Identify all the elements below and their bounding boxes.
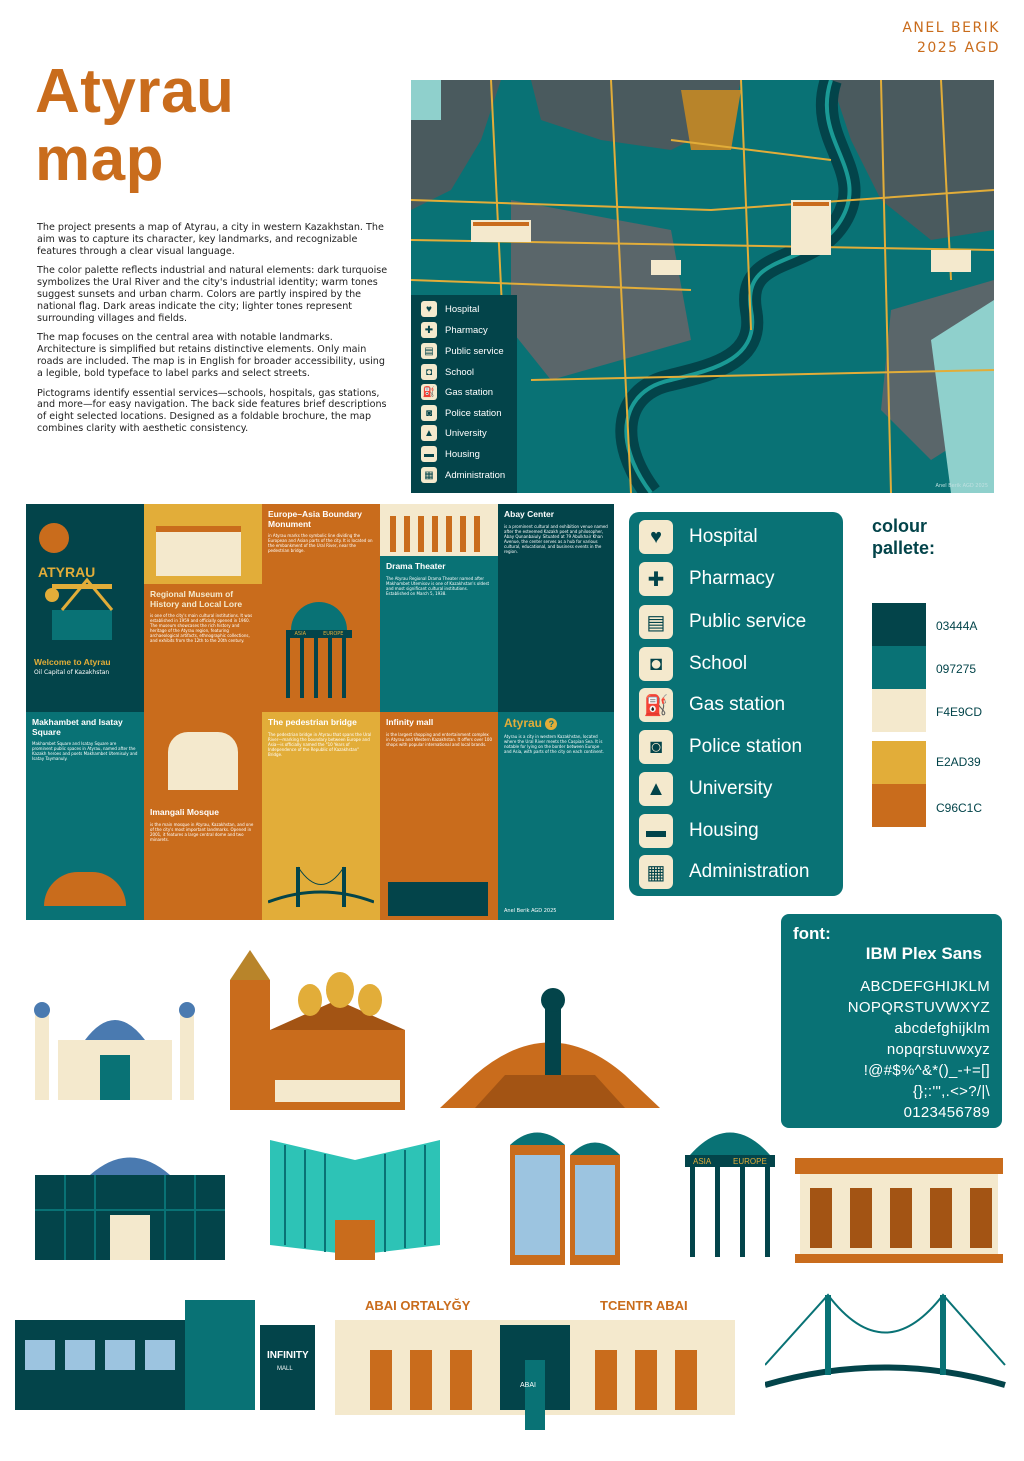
mall-heading: Infinity mall [386,717,434,727]
bed-icon: ▬ [639,814,673,848]
heart-icon: ♥ [421,301,437,317]
map-legend-housing [421,444,480,464]
map-legend-label: Administration [445,469,506,481]
abai-center-illustration [330,1290,740,1440]
map-legend-label: Public service [445,345,504,357]
bridge-illustration [268,862,374,912]
intro-paragraph: The project presents a map of Atyrau, a city in western Kazakhstan. The aim was to capture its character, key landmarks, and recognizable features through a clear visual language. [37,222,384,257]
palette-title-line-1: colour [872,516,928,536]
legend-gas-station [639,688,785,722]
legend-label: Police station [689,736,803,757]
map-legend-administration [421,465,505,485]
abay-heading: Abay Center [504,509,555,519]
drama-theater-illustration [795,1158,1003,1263]
label-europe: EUROPE [323,631,344,637]
font-specimen [781,914,1002,1128]
map-legend-label: University [445,427,487,439]
graduation-cap-icon: ▲ [639,772,673,806]
abai-label-left: ABAI ORTALYĞY [365,1298,471,1313]
palette-title-line-2: pallete: [872,538,936,558]
boundary-monument-illustration [286,602,352,702]
author-year: 2025 AGD [916,40,1000,56]
boundary-heading: Europe–Asia Boundary Monument [268,509,362,529]
panel-city [498,712,614,920]
drama-heading: Drama Theater [386,561,446,571]
legend-public-service [639,605,806,639]
swatch-label: 097275 [936,662,977,676]
map-legend-public-service [421,341,504,361]
police-car-icon: ◙ [639,730,673,764]
panel-mall [380,712,498,920]
font-sample-line: ABCDEFGHIJKLM [860,978,990,995]
font-heading: font: [793,924,831,943]
legend-label: Gas station [689,694,786,715]
square-illustration [44,872,126,906]
drama-text: The Atyrau Regional Drama Theater named after Makhambet Utemisov is one of Kazakhstan's oldest and most significant cultural institutions. Established on March 5, 1938. [386,575,490,596]
map-legend-pharmacy [421,320,488,340]
swatch-label: F4E9CD [936,705,983,719]
brochure-credit: Anel Berik AGD 2025 [504,908,557,914]
font-name: IBM Plex Sans [865,944,982,963]
book-building-illustration [265,1140,445,1265]
swatch-label: E2AD39 [936,755,981,769]
legend-university [639,772,772,806]
legend-administration [639,855,809,889]
bridge-heading: The pedestrian bridge [268,717,357,727]
building-icon: ▦ [421,467,437,483]
map-legend-university [421,423,487,443]
title-line-2: map [35,125,164,194]
panel-museum [144,504,262,712]
mall-sign-sub: MALL [277,1366,293,1372]
cover-illustration [32,510,138,650]
heart-icon: ♥ [639,520,673,554]
map-legend-label: Police station [445,407,502,419]
mall-sign: INFINITY [267,1350,309,1361]
map-legend-label: Gas station [445,386,494,398]
intro-paragraph: The color palette reflects industrial and natural elements: dark turquoise symbolizes the Ural River and the city's industrial identity; warm tones suggest sunsets and urban charm. Colors are partly inspired by the national flag. Dark areas indicate the city; lighter tones represent surrounding villages and fields. [37,265,388,324]
mosque-illustration-large [30,1000,200,1100]
map-caption: Anel Berik AGD 2025 [935,483,988,489]
panel-mosque [144,712,262,920]
church-illustration [225,940,410,1110]
intro-text [37,222,391,443]
welcome-sub: Oil Capital of Kazakhstan [34,669,110,676]
legend-pharmacy [639,562,775,596]
legend-label: School [689,653,748,674]
museum-building [156,526,241,576]
map-legend-hospital [421,299,479,319]
legend-label: University [689,778,773,799]
font-sample-line: {};:'",.<>?/|\ [912,1083,990,1100]
square-heading: Makhambet and Isatay Square [32,717,123,737]
building-icon: ▦ [639,855,673,889]
legend-label: Administration [689,861,810,882]
pedestrian-bridge-illustration [765,1290,1010,1400]
abai-label-right: TCENTR ABAI [600,1298,688,1313]
panel-square [26,712,144,920]
font-sample-line: NOPQRSTUVWXYZ [847,999,990,1016]
city-text: Atyrau is a city in western Kazakhstan, located where the Ural River meets the Caspian Sea. It is notable for lying on the border between Europe and Asia, with parts of the city on each continent. [504,734,604,754]
mosque-illustration [168,732,238,790]
museum-illustration [144,504,262,584]
square-text: Makhambet Square and Isatay Square are prominent public spaces in Atyrau, named after the Kazakh heroes and poets Makhambet Utemisuly and Isatay Taymanuly. [32,741,138,761]
museum-text: is one of the city's main cultural institutions. It was established in 1959 and officially opened in 1960. The museum showcases the rich history and heritage of the Atyrau region, featuring archaeological artifacts, ethnographic collections, and exhibits from the 12th to the 20th century. [150,613,253,643]
palette-title [872,515,935,559]
title-line-1: Atyrau [35,57,235,126]
welcome-heading: Welcome to Atyrau [34,657,111,667]
mall-text: is the largest shopping and entertainment complex in Atyrau and Western Kazakhstan. It offers over 100 shops with popular international and local brands. [386,731,492,747]
police-car-icon: ◙ [421,405,437,421]
map-legend-gas-station [421,382,493,402]
swatch [872,646,926,689]
panel-boundary [262,504,380,712]
panel-bridge [262,712,380,920]
legend-label: Housing [689,820,759,841]
legend-police-station [639,730,802,764]
monument-label-asia: ASIA [693,1157,712,1166]
font-sample-line: !@#$%^&*()_-+=[] [863,1062,990,1079]
cover-word: ATYRAU [38,564,96,580]
question-icon: ? [545,718,557,730]
twin-towers-illustration [500,1115,625,1265]
bed-icon: ▬ [421,446,437,462]
legend-label: Hospital [689,526,758,547]
pictogram-legend [629,512,843,896]
boundary-text: in Atyrau marks the symbolic line dividing the European and Asian parts of the city. It is located on the embankment of the Ural River, near the pedestrian bridge. [268,533,373,553]
map-legend-school [421,362,474,382]
square-monument-illustration [435,980,665,1108]
backpack-icon: ◘ [639,647,673,681]
document-icon: ▤ [421,343,437,359]
city-heading [504,718,608,730]
fuel-icon: ⛽ [421,384,437,400]
museum-heading: Regional Museum of History and Local Lore [150,589,243,609]
cross-icon: ✚ [639,562,673,596]
page-title [35,58,234,194]
swatch [872,603,926,646]
label-asia: ASIA [294,631,307,637]
boundary-monument-large [685,1110,775,1265]
bridge-text: The pedestrian bridge in Atyrau that spans the Ural River—marking the boundary between Europe and Asia—is officially named the "10 Years of Independence of the Republic of Kazakhstan" Bridge. [268,731,372,757]
swatch [872,784,926,827]
monument-label-europe: EUROPE [733,1157,767,1166]
legend-hospital [639,520,758,554]
swatch [872,689,926,732]
map-legend-label: Hospital [445,303,480,315]
drama-illustration [380,504,498,556]
font-sample-line: nopqrstuvwxyz [886,1041,990,1058]
swatch [872,741,926,784]
mall-illustration [388,882,488,916]
abay-text: is a prominent cultural and exhibition venue named after the esteemed Kazakh poet and philosopher, Abay Qunanbaiuly. Situated at 79 Abulkhair Khan Avenue, the center serves as a hub for various cultural, educational, and business events in the region. [504,523,608,554]
panel-cover [26,504,144,712]
font-sample-line: 0123456789 [903,1104,990,1121]
backpack-icon: ◘ [421,364,437,380]
panel-drama [380,504,498,712]
mosque-heading: Imangali Mosque [150,807,219,817]
graduation-cap-icon: ▲ [421,425,437,441]
legend-label: Public service [689,611,807,632]
legend-school [639,647,747,681]
intro-paragraph: Pictograms identify essential services—schools, hospitals, gas stations, and more—for easy navigation. The back side features brief descriptions of eight selected locations. Designed as a foldable brochure, the map combines clarity with aesthetic consistency. [37,387,387,434]
infinity-mall-illustration [15,1300,320,1410]
author-name: ANEL BERIK [902,20,1000,36]
legend-label: Pharmacy [689,568,775,589]
map-legend-label: School [445,366,475,378]
font-sample-line: abcdefghijklm [894,1020,990,1037]
swatch-label: C96C1C [936,801,983,815]
fuel-icon: ⛽ [639,688,673,722]
intro-paragraph: The map focuses on the central area with notable landmarks. Architecture is simplified but retains distinctive elements. Only main roads are included. The map is in English for broader accessibility, using a legible, bold typeface to label parks and select streets. [37,332,385,379]
city-map [411,80,994,493]
legend-housing [639,814,759,848]
infinity-dome-illustration [30,1140,230,1265]
mosque-text: is the main mosque in Atyrau, Kazakhstan, and one of the city's most important landmarks. Opened in 2001, it features a large central dome and two minarets. [150,821,254,842]
document-icon: ▤ [639,605,673,639]
author-credit [880,18,1000,58]
map-legend-label: Housing [445,448,480,460]
map-legend-police-station [421,403,502,423]
brochure [26,504,614,920]
cross-icon: ✚ [421,322,437,338]
abai-statue-label: ABAI [520,1382,536,1389]
city-title: Atyrau [504,716,543,730]
map-legend [411,295,517,493]
swatch-label: 03444A [936,619,978,633]
map-legend-label: Pharmacy [445,324,488,336]
panel-abay [498,504,614,712]
